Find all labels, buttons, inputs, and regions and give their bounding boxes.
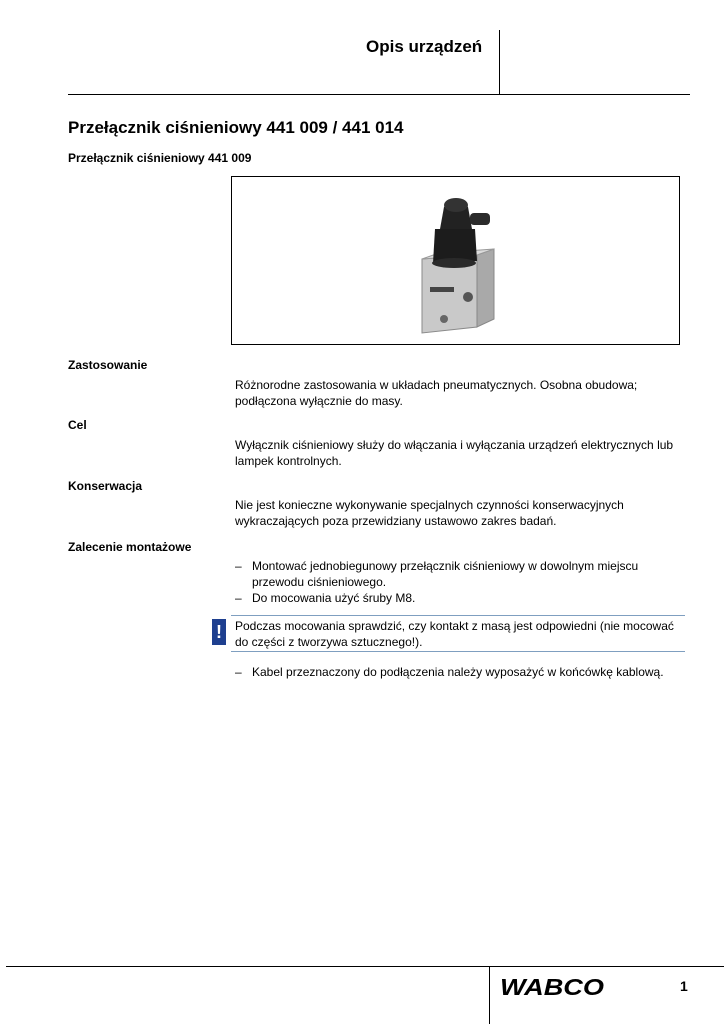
wabco-logo-mark: [500, 974, 610, 1000]
warning-icon: !: [212, 619, 226, 645]
logo-text: WABCO: [500, 974, 605, 1000]
section-label-maintenance: Konserwacja: [68, 479, 143, 493]
list-item: [235, 590, 687, 606]
header-title: Opis urządzeń: [366, 37, 483, 56]
wabco-logo: [500, 974, 610, 1005]
warning-note-text: Podczas mocowania sprawdzić, czy kontakt z masą jest odpowiedni (nie mocować do części z tworzywa sztucznego!).: [235, 619, 674, 649]
list-dash: –: [235, 591, 242, 605]
list-item: [235, 558, 687, 590]
product-photo-frame: [231, 176, 680, 345]
page-subtitle: Przełącznik ciśnieniowy 441 009: [68, 151, 252, 165]
list-item-text: Do mocowania użyć śruby M8.: [252, 591, 416, 605]
footer-divider-vertical: [489, 966, 490, 1024]
section-label-application: Zastosowanie: [68, 358, 148, 372]
pressure-switch-photo: [232, 177, 681, 346]
section-text-maintenance: Nie jest konieczne wykonywanie specjalnych czynności konserwacyjnych wykraczających poza przewidziany ustawowo zakres badań.: [235, 498, 624, 528]
section-label-purpose: Cel: [68, 418, 87, 432]
page-number: 1: [680, 978, 688, 994]
note-rule-bottom: [231, 651, 685, 652]
header-rule: [68, 94, 690, 95]
installation-list-continued: [235, 664, 687, 680]
list-dash: –: [235, 665, 242, 679]
section-text-application: Różnorodne zastosowania w układach pneumatycznych. Osobna obudowa; podłączona wyłącznie do masy.: [235, 378, 638, 408]
footer-rule: [6, 966, 724, 967]
list-dash: –: [235, 559, 242, 573]
note-rule-top: [231, 615, 685, 616]
list-item: [235, 664, 687, 680]
section-text-purpose: Wyłącznik ciśnieniowy służy do włączania i wyłączania urządzeń elektrycznych lub lampek kontrolnych.: [235, 438, 674, 468]
section-label-installation: Zalecenie montażowe: [68, 540, 192, 554]
header-divider-vertical: [499, 30, 500, 94]
installation-list: [235, 558, 687, 606]
page-title: Przełącznik ciśnieniowy 441 009 / 441 014: [68, 118, 404, 137]
list-item-text: Montować jednobiegunowy przełącznik ciśnieniowy w dowolnym miejscu przewodu ciśnieniowego.: [252, 559, 639, 589]
list-item-text: Kabel przeznaczony do podłączenia należy wyposażyć w końcówkę kablową.: [252, 665, 664, 679]
